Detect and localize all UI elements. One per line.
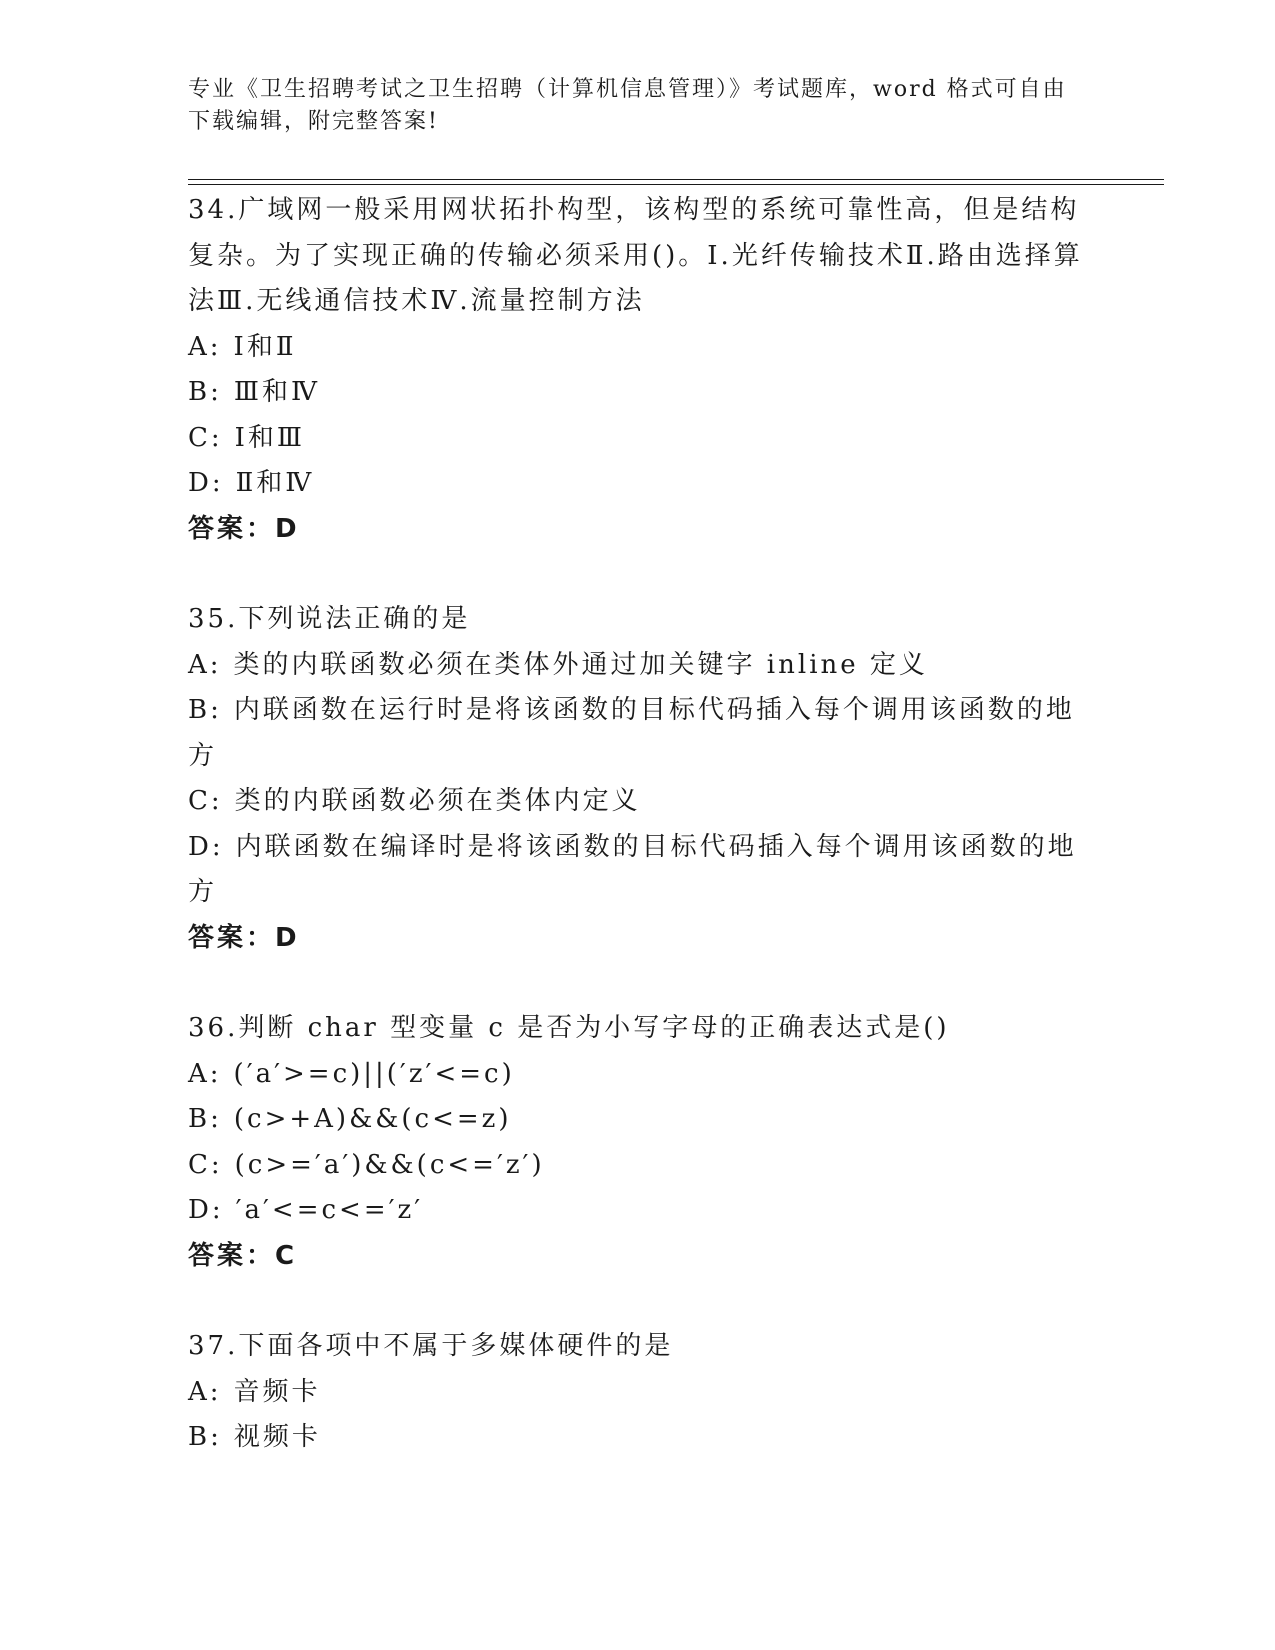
option-a xyxy=(188,1370,1088,1416)
option-b xyxy=(188,1415,1088,1461)
option-label: D: xyxy=(188,1195,224,1225)
option-c xyxy=(188,1143,1088,1189)
option-text: Ⅱ和Ⅳ xyxy=(235,468,315,498)
option-label: A: xyxy=(188,649,222,680)
option-text: Ⅰ和Ⅱ xyxy=(233,331,297,362)
answer-line: 答案：D xyxy=(188,922,300,953)
question-stem: 35.下列说法正确的是 xyxy=(188,604,471,634)
option-text: 音频卡 xyxy=(233,1376,321,1407)
answer-line: 答案：D xyxy=(188,513,300,544)
question-35 xyxy=(188,597,1088,961)
option-text: Ⅲ和Ⅳ xyxy=(233,377,320,407)
option-label: B: xyxy=(188,377,222,407)
header-divider-bottom xyxy=(188,184,1164,185)
option-label: A: xyxy=(188,1376,222,1407)
question-stem: 36.判断 char 型变量 c 是否为小写字母的正确表达式是() xyxy=(188,1013,950,1043)
option-text: (c>+A)&&(c<=z) xyxy=(233,1104,512,1134)
option-a xyxy=(188,643,1088,689)
option-text: 视频卡 xyxy=(233,1422,321,1452)
option-text: (′a′>=c)||(′z′<=c) xyxy=(233,1058,515,1089)
option-b xyxy=(188,688,1088,779)
option-b xyxy=(188,370,1088,416)
header-divider-top xyxy=(188,179,1164,180)
option-label: C: xyxy=(188,422,223,453)
option-d xyxy=(188,1188,1088,1234)
option-label: A: xyxy=(188,1058,222,1089)
question-34 xyxy=(188,188,1088,552)
option-text: 内联函数在运行时是将该函数的目标代码插入每个调用该函数的地方 xyxy=(188,695,1075,771)
option-label: C: xyxy=(188,786,223,816)
question-stem: 34.广域网一般采用网状拓扑构型，该构型的系统可靠性高，但是结构复杂。为了实现正确的传输必须采用()。Ⅰ.光纤传输技术Ⅱ.路由选择算法Ⅲ.无线通信技术Ⅳ.流量控制方法 xyxy=(188,195,1083,316)
option-d xyxy=(188,461,1088,507)
option-text: 类的内联函数必须在类体内定义 xyxy=(234,786,641,816)
question-37 xyxy=(188,1324,1088,1461)
option-d xyxy=(188,825,1088,916)
option-label: D: xyxy=(188,468,224,498)
option-label: D: xyxy=(188,831,224,862)
option-text: (c>=′a′)&&(c<=′z′) xyxy=(234,1149,545,1180)
document-intro: 专业《卫生招聘考试之卫生招聘（计算机信息管理）》考试题库，word 格式可自由下载编辑，附完整答案! xyxy=(188,77,1067,134)
option-label: B: xyxy=(188,1104,222,1134)
option-label: B: xyxy=(188,695,222,725)
option-c xyxy=(188,416,1088,462)
option-text: Ⅰ和Ⅲ xyxy=(234,422,306,453)
option-text: 内联函数在编译时是将该函数的目标代码插入每个调用该函数的地方 xyxy=(188,831,1077,907)
option-label: B: xyxy=(188,1422,222,1452)
option-label: C: xyxy=(188,1149,223,1180)
option-a xyxy=(188,1052,1088,1098)
option-c xyxy=(188,779,1088,825)
question-36 xyxy=(188,1006,1088,1279)
option-b xyxy=(188,1097,1088,1143)
question-stem: 37.下面各项中不属于多媒体硬件的是 xyxy=(188,1331,674,1361)
answer-line: 答案：C xyxy=(188,1240,298,1271)
option-a xyxy=(188,325,1088,371)
option-text: ′a′<=c<=′z′ xyxy=(235,1195,424,1225)
question-list xyxy=(188,188,1088,1506)
option-text: 类的内联函数必须在类体外通过加关键字 inline 定义 xyxy=(233,649,928,680)
option-label: A: xyxy=(188,331,222,362)
